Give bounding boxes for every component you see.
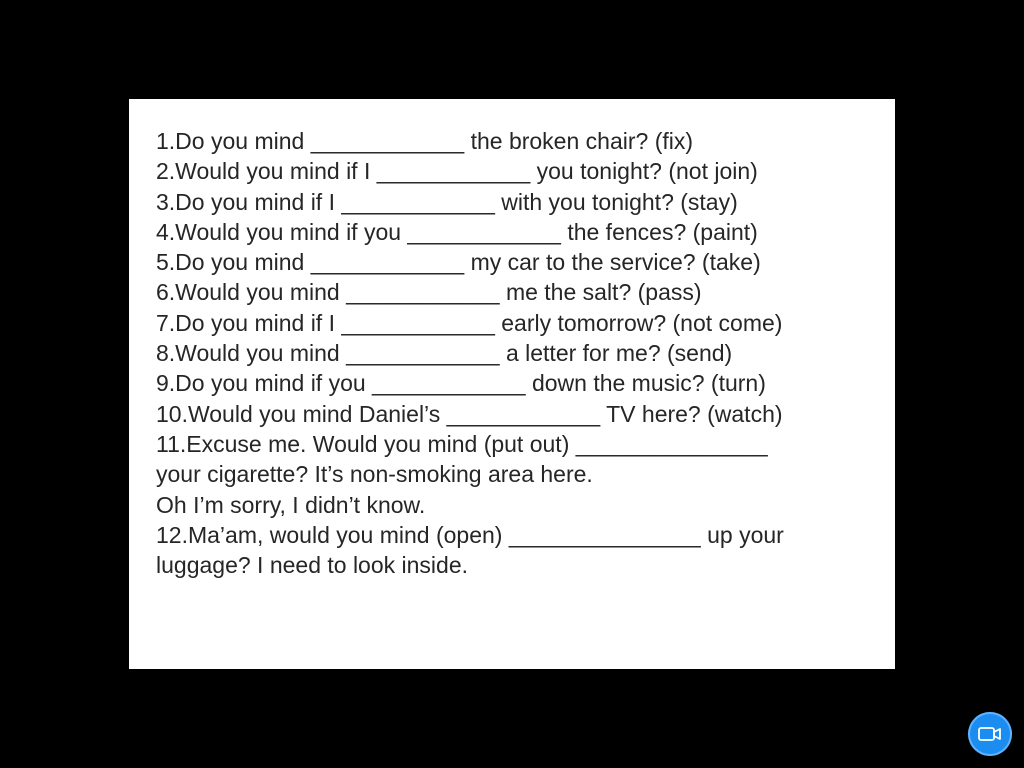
exercise-line: 5.Do you mind ____________ my car to the service? (take) <box>156 249 761 276</box>
exercise-line: 8.Would you mind ____________ a letter for me? (send) <box>156 340 733 367</box>
video-camera-icon <box>978 726 1002 742</box>
exercise-line: 7.Do you mind if I ____________ early tomorrow? (not come) <box>156 309 783 336</box>
exercise-line: 1.Do you mind ____________ the broken chair? (fix) <box>156 128 694 154</box>
exercise-line: 9.Do you mind if you ____________ down the music? (turn) <box>156 370 766 397</box>
exercise-line: 12.Ma’am, would you mind (open) _______________ up your <box>156 521 784 548</box>
exercise-line: your cigarette? It’s non-smoking area here. <box>156 461 593 488</box>
exercise-line: 11.Excuse me. Would you mind (put out) _______________ <box>156 430 768 457</box>
exercise-line: 4.Would you mind if you ____________ the fences? (paint) <box>156 218 758 245</box>
exercise-line: 10.Would you mind Daniel’s ____________ TV here? (watch) <box>156 400 783 427</box>
exercise-line: 6.Would you mind ____________ me the salt? (pass) <box>156 279 702 306</box>
exercise-line: 2.Would you mind if I ____________ you tonight? (not join) <box>156 158 758 185</box>
exercise-list <box>156 126 895 580</box>
video-camera-button[interactable] <box>968 712 1012 756</box>
exercise-line: luggage? I need to look inside. <box>156 552 469 579</box>
exercise-line: Oh I’m sorry, I didn’t know. <box>156 491 426 518</box>
exercise-line: 3.Do you mind if I ____________ with you tonight? (stay) <box>156 188 738 215</box>
worksheet-slide <box>129 99 895 669</box>
